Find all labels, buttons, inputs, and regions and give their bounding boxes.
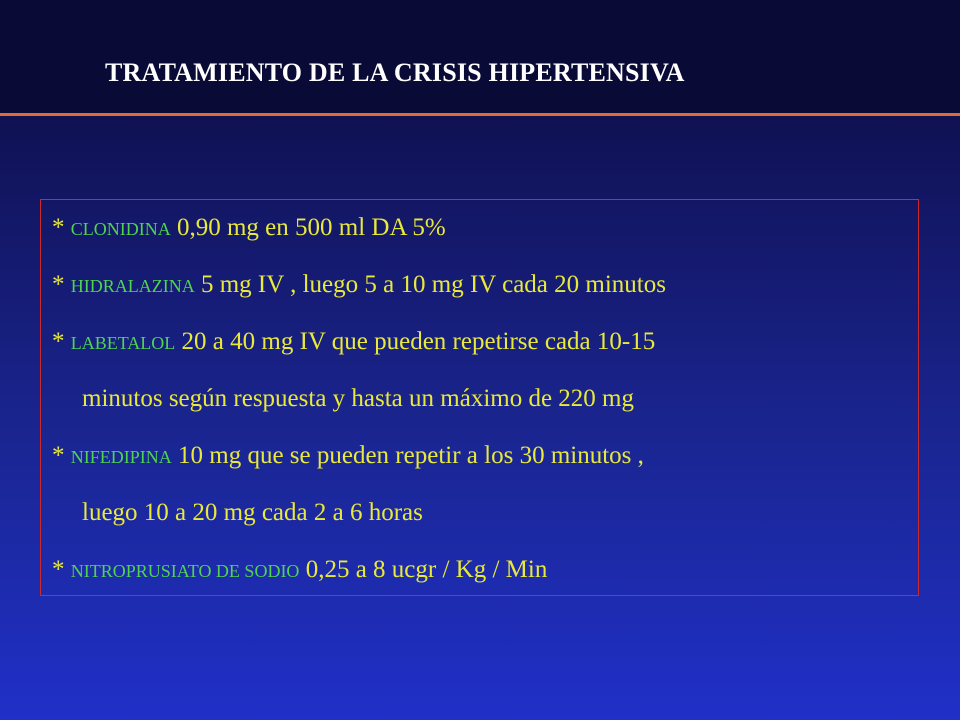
treatment-continuation-labetalol: minutos según respuesta y hasta un máximo de 220 mg: [82, 385, 635, 412]
treatment-item-nitroprusiato: [52, 556, 547, 585]
drug-name: CLONIDINA: [70, 219, 171, 239]
bullet-marker: *: [52, 214, 65, 241]
drug-dose: 0,25 a 8 ucgr / Kg / Min: [305, 556, 548, 583]
drug-dose: 10 mg que se pueden repetir a los 30 minutos ,: [178, 442, 644, 469]
drug-name: NITROPRUSIATO DE SODIO: [70, 561, 300, 581]
treatment-item-nifedipina: [52, 442, 644, 471]
drug-dose: 5 mg IV , luego 5 a 10 mg IV cada 20 minutos: [200, 271, 666, 298]
bullet-marker: *: [52, 442, 65, 469]
drug-name: HIDRALAZINA: [70, 276, 195, 296]
drug-name: LABETALOL: [70, 333, 176, 353]
bullet-marker: *: [52, 271, 65, 298]
drug-name: NIFEDIPINA: [70, 447, 172, 467]
drug-dose: 0,90 mg en 500 ml DA 5%: [176, 214, 446, 241]
slide-title: TRATAMIENTO DE LA CRISIS HIPERTENSIVA: [105, 58, 685, 87]
treatment-list-box: [40, 199, 919, 596]
treatment-continuation-nifedipina: luego 10 a 20 mg cada 2 a 6 horas: [82, 499, 423, 526]
treatment-item-hidralazina: [52, 271, 666, 300]
bullet-marker: *: [52, 328, 65, 355]
header-divider: [0, 113, 960, 116]
treatment-item-clonidina: [52, 214, 446, 243]
drug-dose: 20 a 40 mg IV que pueden repetirse cada 10-15: [181, 328, 656, 355]
treatment-item-labetalol: [52, 328, 655, 357]
title-bar: [0, 0, 960, 113]
bullet-marker: *: [52, 556, 65, 583]
